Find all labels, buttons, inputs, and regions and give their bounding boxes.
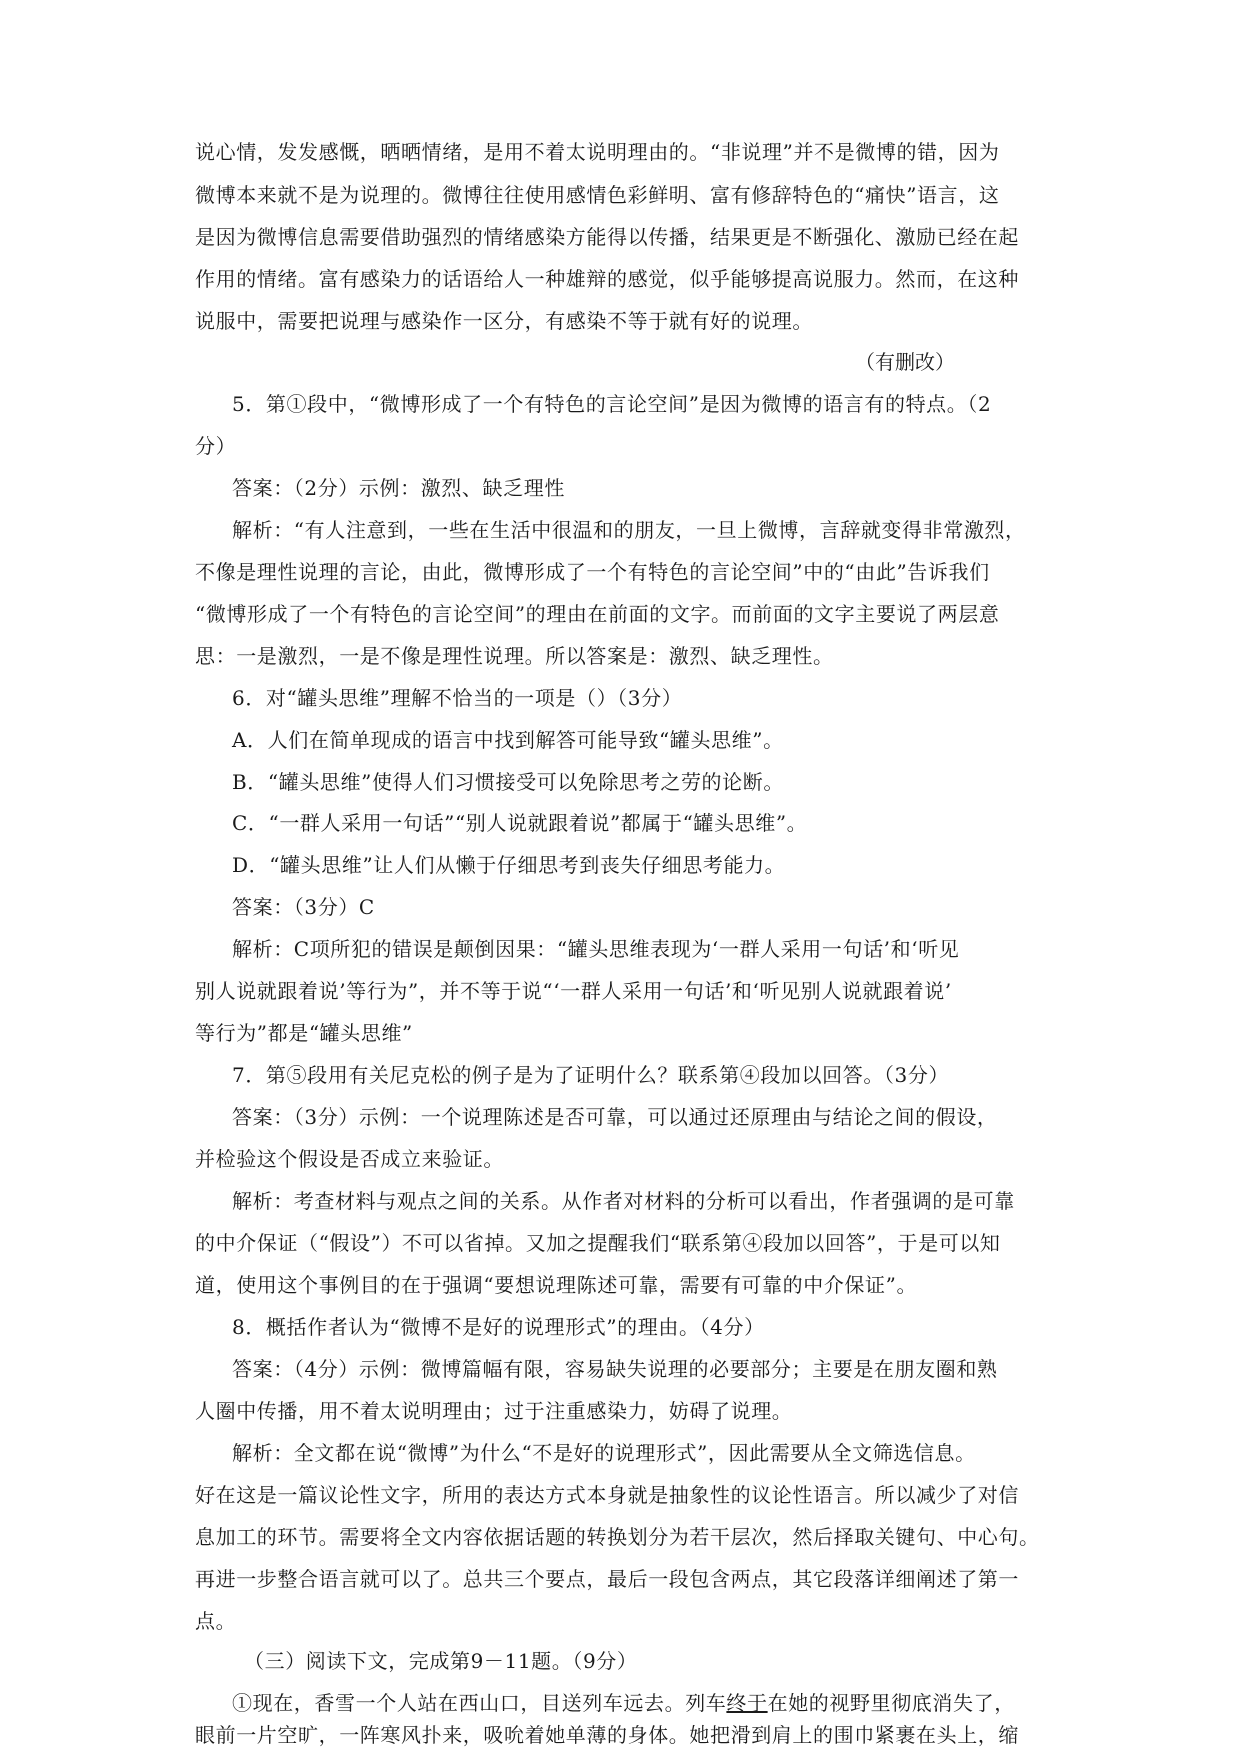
- source-note: （有删改）: [855, 350, 955, 374]
- passage-line: 微博本来就不是为说理的。微博往往使用感情色彩鲜明、富有修辞特色的“痛快”语言，这: [195, 183, 1000, 207]
- question-8-stem: 8．概括作者认为“微博不是好的说理形式”的理由。（4分）: [232, 1315, 765, 1339]
- section-3-heading: （三）阅读下文，完成第9－11题。（9分）: [244, 1649, 638, 1673]
- question-6-answer: 答案：（3分）C: [232, 895, 375, 919]
- question-6-analysis: 等行为”都是“罐头思维”: [195, 1021, 413, 1045]
- question-5-analysis: “微博形成了一个有特色的言论空间”的理由在前面的文字。而前面的文字主要说了两层意: [195, 602, 1000, 626]
- question-8-analysis: 点。: [195, 1609, 237, 1633]
- question-7-analysis: 解析：考查材料与观点之间的关系。从作者对材料的分析可以看出，作者强调的是可靠: [232, 1189, 1015, 1213]
- question-7-answer: 并检验这个假设是否成立来验证。: [195, 1147, 504, 1171]
- section-3-paragraph-cont: 眼前一片空旷，一阵寒风扑来，吸吮着她单薄的身体。她把滑到肩上的围巾紧裹在头上，缩: [195, 1723, 1019, 1747]
- question-6-option-d: D．“罐头思维”让人们从懒于仔细思考到丧失仔细思考能力。: [232, 853, 786, 877]
- question-8-answer: 答案：（4分）示例：微博篇幅有限，容易缺失说理的必要部分；主要是在朋友圈和熟: [232, 1357, 998, 1381]
- passage-line: 是因为微博信息需要借助强烈的情绪感染方能得以传播，结果更是不断强化、激励已经在起: [195, 225, 1019, 249]
- question-8-analysis: 再进一步整合语言就可以了。总共三个要点，最后一段包含两点，其它段落详细阐述了第一: [195, 1567, 1019, 1591]
- question-8-answer: 人圈中传播，用不着太说明理由；过于注重感染力，妨碍了说理。: [195, 1399, 793, 1423]
- question-7-analysis: 的中介保证（“假设”）不可以省掉。又加之提醒我们“联系第④段加以回答”，于是可以知: [195, 1231, 1001, 1255]
- question-6-analysis: 解析：C项所犯的错误是颠倒因果：“罐头思维表现为‘一群人采用一句话’和‘听见: [232, 937, 960, 961]
- section-3-paragraph: [232, 1688, 1055, 1718]
- passage-line: 作用的情绪。富有感染力的话语给人一种雄辩的感觉，似乎能够提高说服力。然而，在这种: [195, 267, 1019, 291]
- question-6-stem: 6．对“罐头思维”理解不恰当的一项是（）（3分）: [232, 686, 683, 710]
- question-6-option-b: B．“罐头思维”使得人们习惯接受可以免除思考之劳的论断。: [232, 770, 784, 794]
- question-5-answer: 答案：（2分）示例：激烈、缺乏理性: [232, 476, 565, 500]
- underlined-word: 终于: [726, 1691, 768, 1715]
- paragraph-text: 在她的视野里彻底消失了，: [767, 1691, 1015, 1715]
- question-8-analysis: 好在这是一篇议论性文字，所用的表达方式本身就是抽象性的议论性语言。所以减少了对信: [195, 1483, 1019, 1507]
- question-7-analysis: 道，使用这个事例目的在于强调“要想说理陈述可靠，需要有可靠的中介保证”。: [195, 1273, 918, 1297]
- question-7-stem: 7．第⑤段用有关尼克松的例子是为了证明什么？联系第④段加以回答。（3分）: [232, 1063, 950, 1087]
- passage-line: 说服中，需要把说理与感染作一区分，有感染不等于就有好的说理。: [195, 309, 813, 333]
- question-6-option-c: C．“一群人采用一句话”“别人说就跟着说”都属于“罐头思维”。: [232, 811, 808, 835]
- question-8-analysis: 息加工的环节。需要将全文内容依据话题的转换划分为若干层次，然后择取关键句、中心句。: [195, 1525, 1040, 1549]
- question-5-analysis: 不像是理性说理的言论，由此，微博形成了一个有特色的言论空间”中的“由此”告诉我们: [195, 560, 990, 584]
- passage-line: 说心情，发发感慨，晒晒情绪，是用不着太说明理由的。“非说理”并不是微博的错，因为: [195, 140, 1000, 164]
- question-6-analysis: 别人说就跟着说’等行为”，并不等于说“‘一群人采用一句话’和‘听见别人说就跟着说’: [195, 979, 952, 1003]
- question-5-stem: 5．第①段中，“微博形成了一个有特色的言论空间”是因为微博的语言有的特点。（2: [232, 392, 992, 416]
- question-8-analysis: 解析：全文都在说“微博”为什么“不是好的说理形式”，因此需要从全文筛选信息。: [232, 1441, 976, 1465]
- question-5-analysis: 解析：“有人注意到，一些在生活中很温和的朋友，一旦上微博，言辞就变得非常激烈，: [232, 518, 1026, 542]
- question-6-option-a: A．人们在简单现成的语言中找到解答可能导致“罐头思维”。: [232, 728, 784, 752]
- question-7-answer: 答案：（3分）示例：一个说理陈述是否可靠，可以通过还原理由与结论之间的假设，: [232, 1105, 998, 1129]
- question-5-stem-cont: 分）: [195, 434, 237, 458]
- question-5-analysis: 思：一是激烈，一是不像是理性说理。所以答案是：激烈、缺乏理性。: [195, 644, 834, 668]
- paragraph-text: ①现在，香雪一个人站在西山口，目送列车远去。列车: [232, 1691, 727, 1715]
